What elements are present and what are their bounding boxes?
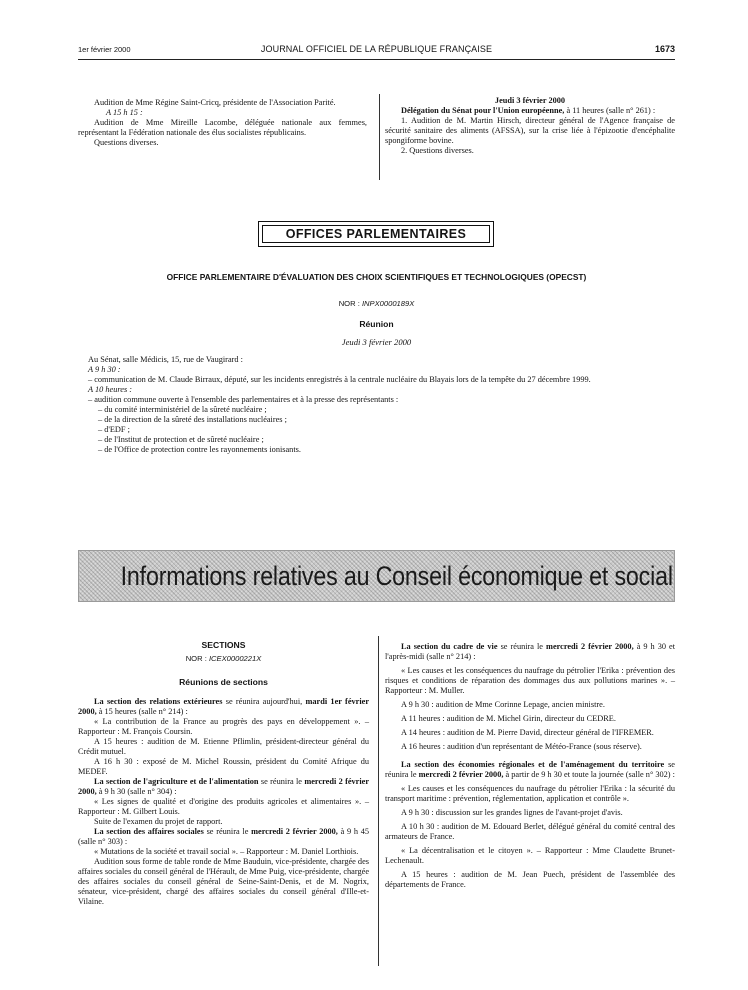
- agenda-item: 2. Questions diverses.: [401, 146, 474, 155]
- meeting-date: mercredi 2 février 2000,: [418, 770, 504, 779]
- nor-reference: [78, 654, 369, 664]
- section-paragraph: [78, 697, 369, 717]
- paragraph: « La contribution de la France au progrès des pays en développement ». – Rapporteur : M. François Coursin.: [78, 717, 369, 736]
- meeting-date: Jeudi 3 février 2000: [341, 337, 412, 347]
- reunions-heading: Réunions de sections: [179, 677, 268, 687]
- paragraph: « Les signes de qualité et d'origine des produits agricoles et alimentaires ». – Rapporteur : M. Gilbert Louis.: [78, 797, 369, 816]
- section-paragraph: [385, 642, 675, 662]
- nor-reference: [78, 299, 675, 308]
- paragraph: Audition de Mme Mireille Lacombe, déléguée nationale aux femmes, représentant la Fédération nationale des élus socialistes républicains.: [78, 118, 367, 137]
- paragraph: A 10 h 30 : audition de M. Edouard Berlet, délégué général du comité central des armateurs de France.: [385, 822, 675, 841]
- text: à partir de 9 h 30 et toute la journée (salle n° 302) :: [505, 770, 675, 779]
- column-divider: [379, 94, 380, 180]
- header-rule: [78, 59, 675, 60]
- paragraph: Audition sous forme de table ronde de Mme Bauduin, vice-présidente, chargée des affaires sociales du conseil général de l'Hérault, de Mme Puig, vice-présidente, chargée des affaires sociales du conseil général de Seine-Saint-Denis, et de M. Nogrix, sénateur, vice-président, chargé des affaires sociales du conseil général d'Ille-et-Vilaine.: [78, 857, 369, 906]
- sub-item: – de l'Institut de protection et de sûreté nucléaire ;: [98, 435, 264, 444]
- offices-body: [88, 355, 675, 455]
- paragraph: A 16 h 30 : exposé de M. Michel Roussin, président du Comité Afrique du MEDEF.: [78, 757, 369, 776]
- nor-label: NOR :: [185, 654, 207, 663]
- section-name: La section des relations extérieures: [94, 697, 223, 706]
- ces-banner: [78, 550, 675, 602]
- sub-item: – de l'Office de protection contre les rayonnements ionisants.: [98, 445, 301, 454]
- section-paragraph: [385, 760, 675, 780]
- section-box: [258, 221, 494, 247]
- sub-item: – de la direction de la sûreté des installations nucléaires ;: [98, 415, 287, 424]
- paragraph: A 16 heures : audition d'un représentant de Météo-France (sous réserve).: [401, 742, 642, 751]
- office-title: OFFICE PARLEMENTAIRE D'ÉVALUATION DES CHOIX SCIENTIFIQUES ET TECHNOLOGIQUES (OPECST): [166, 272, 587, 282]
- paragraph: A 9 h 30 : discussion sur les grandes lignes de l'avant-projet d'avis.: [401, 808, 623, 817]
- column-divider: [378, 636, 379, 966]
- paragraph: A 15 heures : audition de M. Jean Puech, président de l'assemblée des départements de France.: [385, 870, 675, 889]
- meeting-date: mercredi 2 février 2000,: [251, 827, 338, 836]
- sub-item: – du comité interministériel de la sûreté nucléaire ;: [98, 405, 267, 414]
- text: à 9 h 45 (salle n° 303) :: [78, 827, 370, 846]
- meeting-date: mercredi 2 février 2000,: [546, 642, 634, 651]
- text: se réunira le: [260, 777, 302, 786]
- section-name: La section des affaires sociales: [94, 827, 204, 836]
- ces-left-column: [78, 640, 369, 907]
- meeting-date: mardi 1er février 2000,: [78, 697, 369, 716]
- section-paragraph: [78, 777, 369, 797]
- paragraph: [385, 106, 675, 116]
- journal-title: JOURNAL OFFICIEL DE LA RÉPUBLIQUE FRANÇAISE: [260, 44, 493, 54]
- committee-name: Délégation du Sénat pour l'Union européenne,: [401, 106, 565, 115]
- sections-heading: SECTIONS: [201, 640, 246, 650]
- agenda-item: 1. Audition de M. Martin Hirsch, directeur général de l'Agence française de sécurité sanitaire des aliments (AFSSA), sur la crise liée à l'épizootie d'encéphalite spongiforme bovine.: [385, 116, 675, 145]
- text: se réunira le: [385, 760, 675, 779]
- paragraph: « Les causes et les conséquences du naufrage du pétrolier l'Erika : la sécurité du transport maritime : prévention, réglementation, application et contrôle ».: [385, 784, 675, 803]
- agenda-item: – communication de M. Claude Birraux, député, sur les incidents enregistrés à la centrale nucléaire du Blayais lors de la tempête du 27 décembre 1999.: [88, 375, 591, 384]
- meeting-heading: Réunion: [359, 319, 394, 329]
- paragraph: Suite de l'examen du projet de rapport.: [94, 817, 223, 826]
- running-header: [78, 42, 675, 58]
- nor-label: NOR :: [338, 299, 360, 308]
- section-name: La section des économies régionales et de l'aménagement du territoire: [401, 760, 665, 769]
- nor-code: ICEX0000221X: [208, 654, 262, 663]
- sub-item: – d'EDF ;: [98, 425, 130, 434]
- top-left-column: [78, 98, 367, 148]
- meeting-place: Au Sénat, salle Médicis, 15, rue de Vaugirard :: [88, 355, 243, 364]
- paragraph: A 15 heures : audition de M. Etienne Pflimlin, président-directeur général du Crédit mutuel.: [78, 737, 369, 756]
- section-name: La section du cadre de vie: [401, 642, 498, 651]
- ces-right-column: [385, 642, 675, 890]
- paragraph: A 9 h 30 : audition de Mme Corinne Lepage, ancien ministre.: [401, 700, 605, 709]
- section-name: La section de l'agriculture et de l'alimentation: [94, 777, 259, 786]
- paragraph: Audition de Mme Régine Saint-Cricq, présidente de l'Association Parité.: [94, 98, 336, 107]
- nor-code: INPX0000189X: [361, 299, 415, 308]
- paragraph: « La décentralisation et le citoyen ». – Rapporteur : Mme Claudette Brunet-Lechenault.: [385, 846, 675, 865]
- text: à 9 h 30 (salle n° 304) :: [98, 787, 177, 796]
- text: à 15 heures (salle n° 214) :: [98, 707, 188, 716]
- section-paragraph: [78, 827, 369, 847]
- banner-title: Informations relatives au Conseil économique et social: [120, 561, 673, 591]
- paragraph: « Les causes et les conséquences du naufrage du pétrolier l'Erika : prévention des risques et conditions de réparation des dommages dus aux pollutions marines ». – Rapporteur : M. Muller.: [385, 666, 675, 695]
- agenda-item: – audition commune ouverte à l'ensemble des parlementaires et à la presse des représentants :: [88, 395, 399, 404]
- section-box-title: OFFICES PARLEMENTAIRES: [262, 225, 490, 243]
- header-date: 1er février 2000: [78, 45, 131, 54]
- time-label: A 10 heures :: [88, 385, 133, 394]
- time-label: A 15 h 15 :: [106, 108, 143, 117]
- page-number: 1673: [654, 44, 675, 54]
- time-label: A 9 h 30 :: [88, 365, 121, 374]
- paragraph: A 14 heures : audition de M. Pierre David, directeur général de l'IFREMER.: [401, 728, 654, 737]
- section-date: Jeudi 3 février 2000: [494, 96, 566, 105]
- text: à 9 h 30 et l'après-midi (salle n° 214) :: [385, 642, 676, 661]
- paragraph: A 11 heures : audition de M. Michel Girin, directeur du CEDRE.: [401, 714, 616, 723]
- meeting-date: mercredi 2 février 2000,: [78, 777, 370, 796]
- top-right-column: [385, 96, 675, 156]
- paragraph: Questions diverses.: [94, 138, 159, 147]
- text: se réunira le: [206, 827, 249, 836]
- meeting-info: à 11 heures (salle n° 261) :: [566, 106, 656, 115]
- paragraph: « Mutations de la société et travail social ». – Rapporteur : M. Daniel Lorthiois.: [94, 847, 359, 856]
- text: se réunira aujourd'hui,: [225, 697, 303, 706]
- text: se réunira le: [500, 642, 543, 651]
